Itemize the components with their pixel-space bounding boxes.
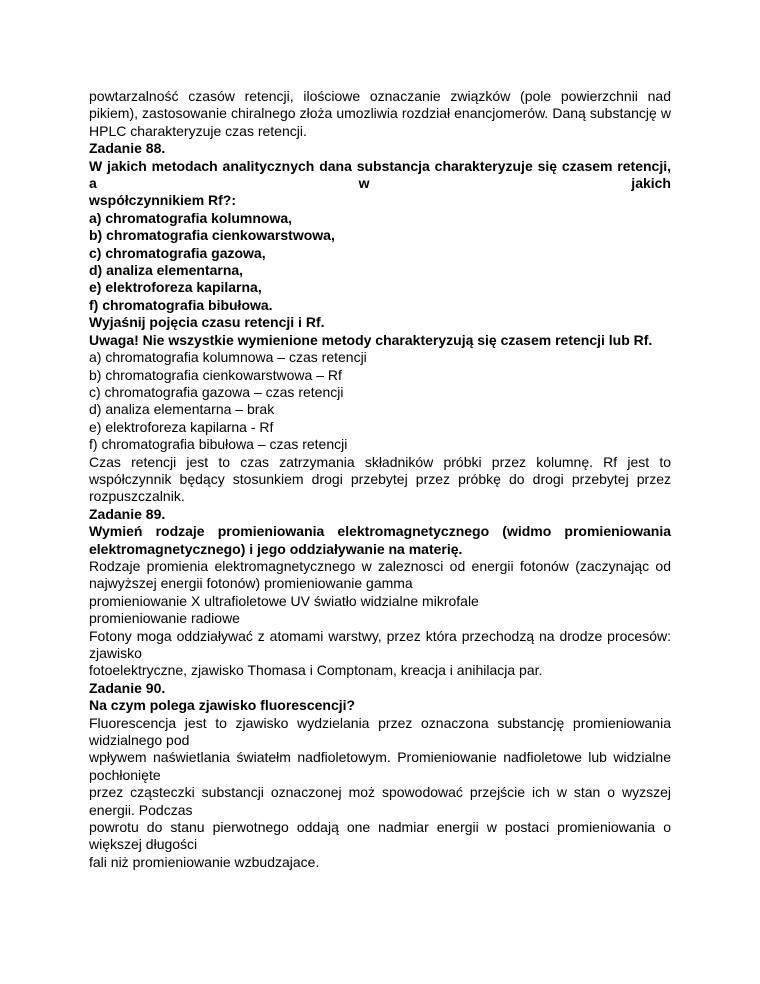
fluorescence-line-2: wpływem naświetlania światełm nadfioletowym. Promieniowanie nadfioletowe lub widzialne pochłonięte (89, 749, 671, 783)
fluorescence-line-5: fali niż promieniowanie wzbudzajace. (89, 853, 320, 870)
answer-e: e) elektroforeza kapilarna - Rf (89, 418, 274, 435)
answer-a: a) chromatografia kolumnowa – czas retencji (89, 349, 367, 366)
question-90: Na czym polega zjawisko fluorescencji? (89, 697, 356, 714)
question-88-note: Uwaga! Nie wszystkie wymienione metody charakteryzują się czasem retencji lub Rf. (89, 331, 653, 348)
question-88-line-2: współczynnikiem Rf?: (89, 192, 237, 209)
photon-interaction-line-2: fotoelektryczne, zjawisko Thomasa i Comptonam, kreacja i anihilacja par. (89, 662, 543, 679)
heading-zadanie-90: Zadanie 90. (89, 679, 166, 696)
option-c: c) chromatografia gazowa, (89, 244, 266, 261)
paragraph-retention-definition: Czas retencji jest to czas zatrzymania składników próbki przez kolumnę. Rf jest to współczynnik będący stosunkiem drogi przebytej przez próbkę do drogi przebytej przez rozpuszczalnik. (89, 453, 671, 505)
paragraph-hplc-intro: powtarzalność czasów retencji, ilościowe oznaczanie związków (pole powierzchnii nad pikiem), zastosowanie chiralnego złoża umozliwia rozdział enancjomerów. Daną substancję w HPLC charakteryzuje czas retencji. (89, 88, 671, 139)
question-88-line-1: W jakich metodach analitycznych dana substancja charakteryzuje się czasem retencji, a w jakich (89, 157, 671, 192)
fluorescence-line-1: Fluorescencja jest to zjawisko wydzielania przez oznaczona substancję promieniowania widzialnego pod (89, 714, 671, 749)
question-88-explain: Wyjaśnij pojęcia czasu retencji i Rf. (89, 314, 325, 331)
document-page (89, 88, 671, 871)
paragraph-radiation-types: Rodzaje promienia elektromagnetycznego w zaleznosci od energii fotonów (zaczynając od najwyższej energii fotonów) promieniowanie gamma (89, 557, 671, 592)
photon-interaction-line-1: Fotony moga oddziaływać z atomami warstwy, przez która przechodzą na drodze procesów: zjawisko (89, 627, 671, 661)
answer-f: f) chromatografia bibułowa – czas retencji (89, 436, 348, 453)
answer-c: c) chromatografia gazowa – czas retencji (89, 383, 344, 400)
heading-zadanie-88: Zadanie 88. (89, 140, 166, 157)
fluorescence-line-4: powrotu do stanu pierwotnego oddają one nadmiar energii w postaci promieniowania o większej długości (89, 819, 671, 853)
radiation-types-line-2: promieniowanie X ultrafioletowe UV światło widzialne mikrofale (89, 592, 479, 609)
question-89: Wymień rodzaje promieniowania elektromagnetycznego (widmo promieniowania elektromagnetycznego) i jego oddziaływanie na materię. (89, 523, 671, 557)
option-a: a) chromatografia kolumnowa, (89, 209, 293, 226)
option-f: f) chromatografia bibułowa. (89, 296, 273, 313)
answer-b: b) chromatografia cienkowarstwowa – Rf (89, 366, 342, 383)
fluorescence-line-3: przez cząsteczki substancji oznaczonej moż spowodować przejście ich w stan o wyzszej energii. Podczas (89, 784, 671, 818)
heading-zadanie-89: Zadanie 89. (89, 505, 166, 522)
option-e: e) elektroforeza kapilarna, (89, 279, 262, 296)
radiation-types-line-3: promieniowanie radiowe (89, 610, 240, 627)
option-d: d) analiza elementarna, (89, 262, 244, 279)
option-b: b) chromatografia cienkowarstwowa, (89, 227, 335, 244)
answer-d: d) analiza elementarna – brak (89, 401, 275, 418)
